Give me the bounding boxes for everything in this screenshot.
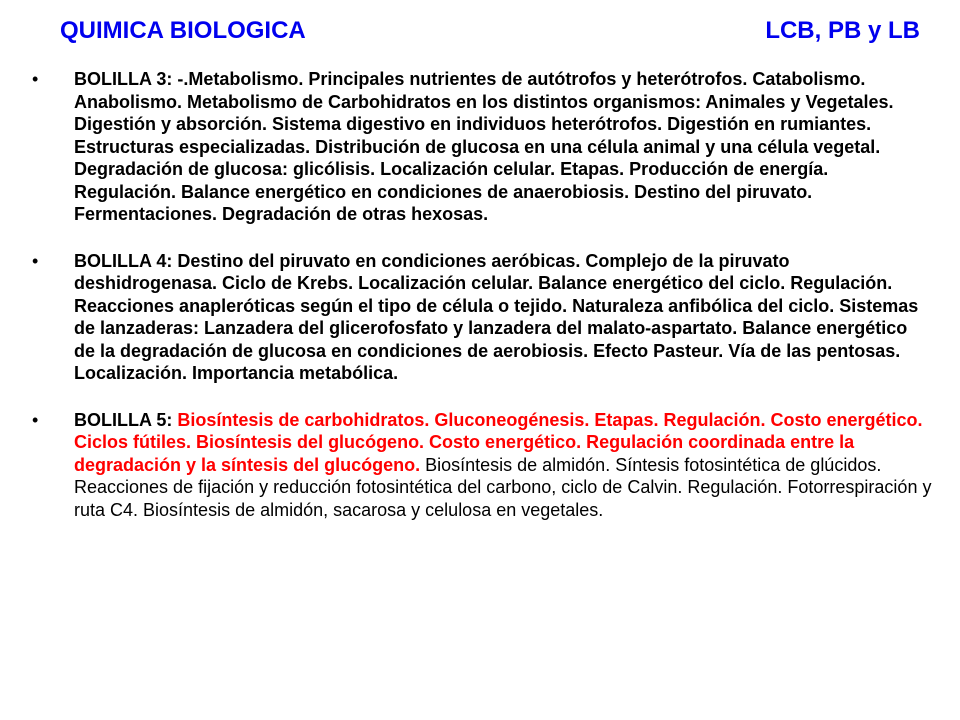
topic-label: BOLILLA 3:	[74, 69, 173, 89]
topic-text: Destino del piruvato en condiciones aeróbicas. Complejo de la piruvato deshidrogenasa. Ciclo de Krebs. Localización celular. Balance energético del ciclo. Regulación. Reacciones anapleróticas según el tipo de célula o tejido. Naturaleza anfibólica del ciclo. Sistemas de lanzaderas: Lanzadera del glicerofosfato y lanzadera del malato-aspartato. Balance energético de la degradación de glucosa en condiciones de aerobiosis. Efecto Pasteur. Vía de las pentosas. Localización. Importancia metabólica.	[74, 250, 919, 383]
topic-label: BOLILLA 4:	[74, 250, 173, 271]
bullet-icon: •	[32, 250, 39, 271]
topic-item-bolilla-4	[32, 250, 932, 385]
course-title: QUIMICA BIOLOGICA	[60, 17, 306, 44]
topic-item-bolilla-5	[32, 409, 932, 522]
topic-list	[32, 68, 932, 545]
header	[60, 16, 920, 46]
topic-item-bolilla-3	[32, 68, 932, 226]
topic-highlight-text: Biosíntesis de carbohidratos. Gluconeogénesis. Etapas. Regulación. Costo energético. Ciclos fútiles. Biosíntesis del glucógeno. Costo energético. Regulación coordinada entre la degradación y la síntesis del glucógeno.	[74, 409, 923, 475]
topic-text: -.Metabolismo. Principales nutrientes de autótrofos y heterótrofos. Catabolismo. Anabolismo. Metabolismo de Carbohidratos en los distintos organismos: Animales y Vegetales. Digestión y absorción. Sistema digestivo en individuos heterótrofos. Digestión en rumiantes. Estructuras especializadas. Distribución de glucosa en una célula animal y una célula vegetal. Degradación de glucosa: glicólisis. Localización celular. Etapas. Producción de energía. Regulación. Balance energético en condiciones de anaerobiosis. Destino del piruvato. Fermentaciones. Degradación de otras hexosas.	[74, 69, 894, 224]
topic-text: Biosíntesis de almidón. Síntesis fotosintética de glúcidos. Reacciones de fijación y reducción fotosintética del carbono, ciclo de Calvin. Regulación. Fotorrespiración y ruta C4. Biosíntesis de almidón, sacarosa y celulosa en vegetales.	[74, 454, 932, 520]
bullet-icon: •	[32, 69, 39, 89]
degree-codes: LCB, PB y LB	[765, 17, 920, 44]
topic-label: BOLILLA 5:	[74, 409, 178, 430]
bullet-icon: •	[32, 409, 39, 430]
